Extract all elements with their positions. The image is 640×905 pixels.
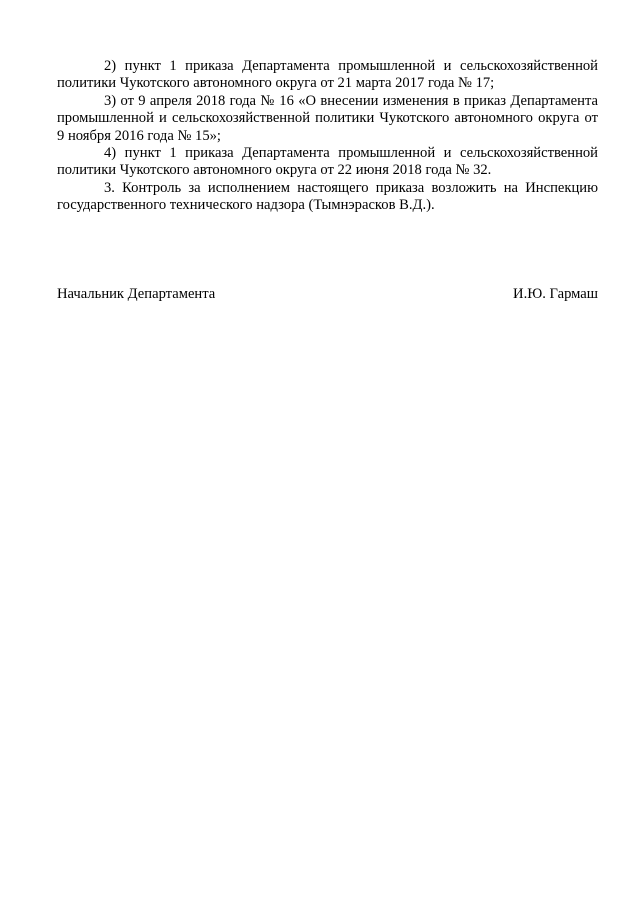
signatory-position: Начальник Департамента [57,286,216,302]
list-item-4: 4) пункт 1 приказа Департамента промышленной и сельскохозяйственной политики Чукотского автономного округа от 22 июня 2018 года № 32. [57,145,598,179]
signature-block [57,286,598,303]
document-body [57,58,598,215]
clause-3-paragraph: 3. Контроль за исполнением настоящего приказа возложить на Инспекцию государственного технического надзора (Тымнэрасков В.Д.). [57,179,598,214]
signatory-name: И.Ю. Гармаш [513,286,598,302]
list-item-3: 3) от 9 апреля 2018 года № 16 «О внесении изменения в приказ Департамента промышленной и сельскохозяйственной политики Чукотского автономного округа от 9 ноября 2016 года № 15»; [57,92,598,144]
list-item-2: 2) пункт 1 приказа Департамента промышленной и сельскохозяйственной политики Чукотского автономного округа от 21 марта 2017 года № 17; [57,58,598,92]
